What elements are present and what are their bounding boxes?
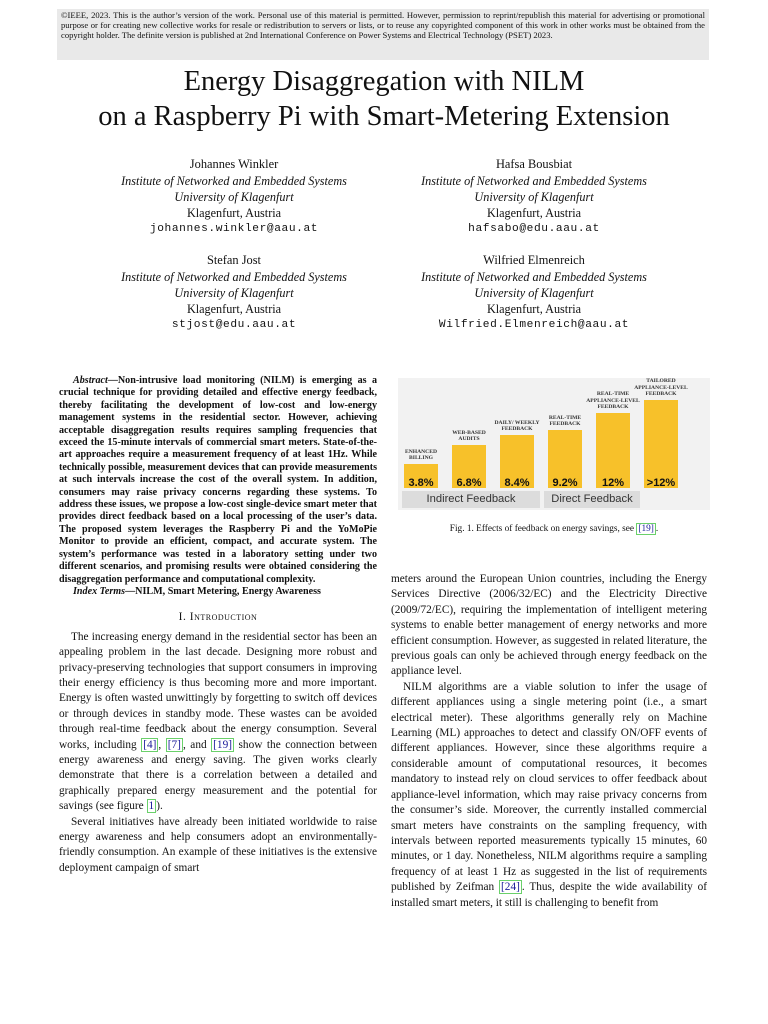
author-email: johannes.winkler@aau.at xyxy=(149,223,319,235)
index-terms-label: Index Terms xyxy=(73,585,126,597)
author-institute: Institute of Networked and Embedded Systems xyxy=(121,174,347,188)
chart-bar xyxy=(644,400,678,488)
chart-value-label: 6.8% xyxy=(456,477,482,489)
author-email: stjost@edu.aau.at xyxy=(171,319,297,331)
author-block xyxy=(84,252,384,333)
citation-link[interactable]: [4] xyxy=(143,738,157,751)
author-name: Stefan Jost xyxy=(206,253,262,267)
figure-link[interactable]: 1 xyxy=(148,800,155,813)
abstract-label: Abstract xyxy=(73,375,108,386)
chart-category-label: TAILORED APPLIANCE-LEVEL FEEDBACK xyxy=(634,378,688,397)
citation-link[interactable]: [7] xyxy=(167,738,181,751)
chart-group-direct: Direct Feedback xyxy=(544,491,640,508)
chart-group-indirect: Indirect Feedback xyxy=(402,491,540,508)
chart-value-label: 12% xyxy=(601,477,625,489)
chart-value-label: >12% xyxy=(646,477,676,489)
citation-link[interactable]: [19] xyxy=(638,524,654,534)
feedback-savings-chart xyxy=(398,378,710,510)
author-name: Johannes Winkler xyxy=(189,157,279,171)
abstract-text: —Non-intrusive load monitoring (NILM) is emerging as a crucial technique for providing detailed and effective energy feedback, thereby facilitating the development of low-cost and low-energy management systems in the residential sector. However, achieving acceptable disaggregation results requires sampling frequencies that exceed the 15-minute intervals of commercial smart meters. State-of-the-art approaches require a measurement frequency of at least 1Hz. While technically possible, measurement devices that can provide measurements at such intervals increase the cost of the overall system. In addition, consumers may raise privacy concerns regarding these systems. To address these issues, we propose a low-cost single-device smart meter that provides direct feedback based on a local processing of the user’s data. The proposed system leverages the Raspberry Pi and the YoMoPie Monitor to provide an efficient, compact, and accurate system. The system’s performance was tested in a laboratory setting under two different scenarios, and promising results were obtained considering the disaggregation performance and computational complexity. xyxy=(59,375,377,585)
paper-title-line-2: on a Raspberry Pi with Smart-Metering Extension xyxy=(98,101,670,132)
author-block xyxy=(84,156,384,237)
index-terms-text: —NILM, Smart Metering, Energy Awareness xyxy=(125,585,321,597)
chart-category-label: WEB-BASED AUDITS xyxy=(452,429,486,442)
chart-category-label: ENHANCED BILLING xyxy=(404,448,437,461)
author-name: Wilfried Elmenreich xyxy=(483,253,585,267)
author-city: Klagenfurt, Austria xyxy=(486,206,582,220)
author-institute: Institute of Networked and Embedded Systems xyxy=(421,270,647,284)
figure-caption: Fig. 1. Effects of feedback on energy savings, see [19] . xyxy=(449,524,659,534)
paragraph: NILM algorithms are a viable solution to infer the usage of different appliances using a single metering point (i.e., a smart electrical meter). These algorithms generally rely on Machine Learning (ML) approaches to detect and classify ON/OFF events of different appliances. However, since these algorithms require a considerable amount of computational resources, it becomes mandatory to instead rely on cloud services to offer feedback about appliance-level information, which may raise privacy concerns from the consumer’s side. Moreover, the currently installed commercial smart meters have constraints on the sampling frequency, with intervals between reported measurements typically 15 minutes, 60 minutes, or 1 day. Nonetheless, NILM algorithms require a sampling frequency of at least 1 Hz as suggested in the list of requirements published by Zeifman [24] . Thus, despite the wide availability of installed smart meters, it still is challenging to benefit from xyxy=(391,680,707,909)
chart-category-label: REAL-TIME FEEDBACK xyxy=(548,414,582,427)
author-block xyxy=(384,156,684,237)
author-institute: Institute of Networked and Embedded Systems xyxy=(121,270,347,284)
citation-link[interactable]: [19] xyxy=(213,738,232,751)
author-university: University of Klagenfurt xyxy=(474,190,594,204)
paragraph: The increasing energy demand in the residential sector has been an appealing problem in the last decade. Designing more robust and privacy-preserving technologies that support consumers in improving their energy efficiency is thus becoming more and more important. Energy is often wasted unwittingly by forgetting to switch off devices or through devices in standby mode. These wastes can be avoided through real-time feedback about the energy consumption. Several works, including [4] , [7] , and [19] show the connection between energy awareness and energy saving. The given works clearly demonstrate that there is a correlation between a detailed and graphically prepared energy measurement and the potential for savings (see figure 1 ). xyxy=(59,630,377,813)
paper-title-line-1: Energy Disaggregation with NILM xyxy=(183,66,585,97)
paragraph: Several initiatives have already been initiated worldwide to raise energy awareness and help consumers adopt an environmentally-friendly consumption. An example of these initiatives is the extensive deployment campaign of smart xyxy=(59,815,377,874)
author-university: University of Klagenfurt xyxy=(474,286,594,300)
author-email: Wilfried.Elmenreich@aau.at xyxy=(438,319,630,331)
author-city: Klagenfurt, Austria xyxy=(186,206,282,220)
abstract xyxy=(59,375,377,876)
chart-category-label: DAILY/ WEEKLY FEEDBACK xyxy=(494,419,540,432)
citation-link[interactable]: [24] xyxy=(501,881,520,894)
chart-value-label: 8.4% xyxy=(504,477,530,489)
right-column xyxy=(391,572,707,911)
author-email: hafsabo@edu.aau.at xyxy=(468,223,600,235)
chart-value-label: 9.2% xyxy=(552,477,578,489)
author-university: University of Klagenfurt xyxy=(174,190,294,204)
chart-category-label: REAL-TIME APPLIANCE-LEVEL FEEDBACK xyxy=(586,391,640,410)
copyright-notice: ©IEEE, 2023. This is the author’s version of the work. Personal use of this material is permitted. However, permission to reprint/republish this material for advertising or promotional purpose or for creating new collective works for resale or redistribution to servers or lists, or to reuse any copyrighted component of this work in other works must be obtained from the copyright holder. The definite version is published at 2nd International Conference on Power Systems and Electrical Technology (PSET) 2023. xyxy=(57,9,709,60)
author-city: Klagenfurt, Austria xyxy=(486,302,582,316)
author-city: Klagenfurt, Austria xyxy=(186,302,282,316)
chart-value-label: 3.8% xyxy=(408,477,434,489)
section-heading: I. Introduction xyxy=(178,611,258,624)
author-name: Hafsa Bousbiat xyxy=(495,157,573,171)
paragraph: meters around the European Union countries, including the Energy Services Directive (2006/32/EC) and the Electricity Directive (2009/72/EC), requiring the implementation of intelligent metering systems to enable better management of energy networks and more efficient consumption. However, as suggested in related literature, the previous goals can only be achieved through energy feedback on the appliance level. xyxy=(391,573,707,678)
author-block xyxy=(384,252,684,333)
author-institute: Institute of Networked and Embedded Systems xyxy=(421,174,647,188)
author-university: University of Klagenfurt xyxy=(174,286,294,300)
